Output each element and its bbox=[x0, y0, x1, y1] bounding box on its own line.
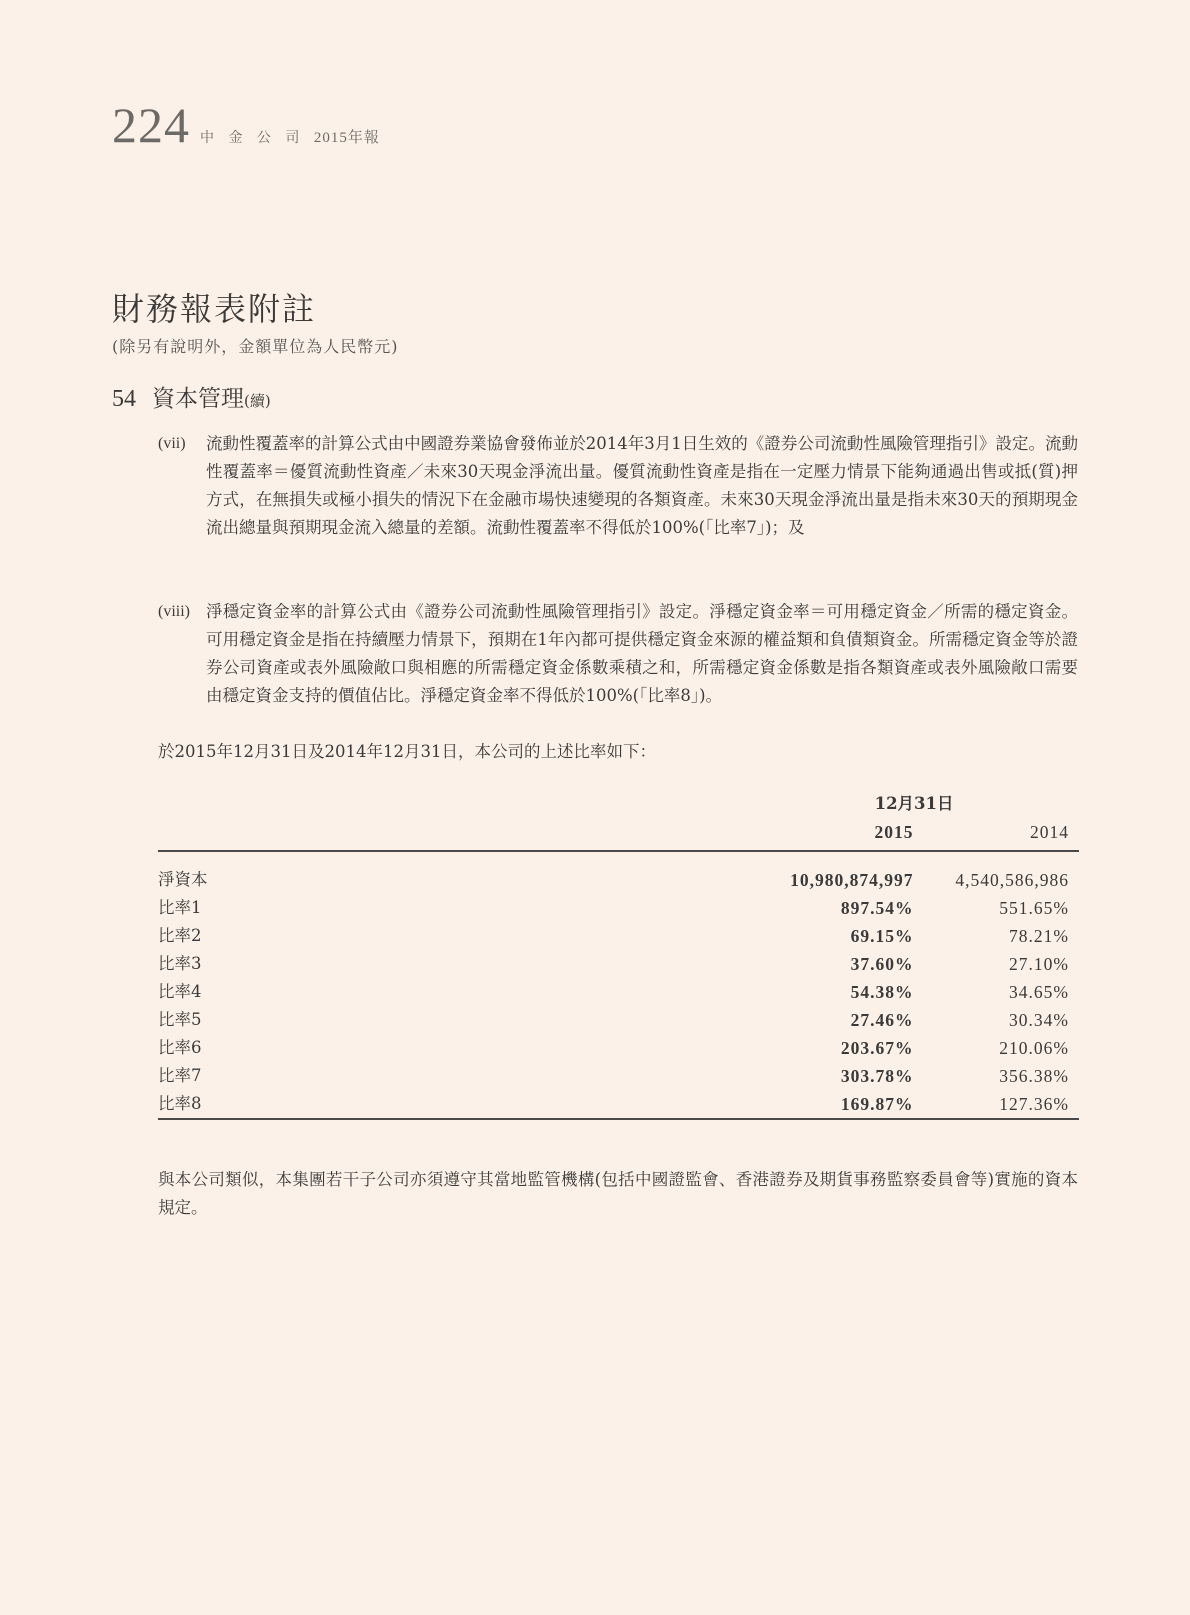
value-2014: 210.06% bbox=[999, 1038, 1069, 1058]
row-label: 比率6 bbox=[158, 1038, 202, 1057]
page-header bbox=[112, 96, 380, 154]
value-2014: 27.10% bbox=[1009, 954, 1069, 974]
note-marker: (vii) bbox=[158, 435, 186, 452]
table-row bbox=[158, 1062, 1079, 1090]
table-row bbox=[158, 950, 1079, 978]
date-header: 12月31日 bbox=[874, 794, 954, 813]
table-row bbox=[158, 894, 1079, 922]
value-2014: 356.38% bbox=[999, 1066, 1069, 1086]
note-vii bbox=[158, 430, 1078, 542]
row-label: 比率1 bbox=[158, 898, 202, 917]
report-name: 2015年報 bbox=[313, 130, 380, 146]
note-text: 淨穩定資金率的計算公式由《證券公司流動性風險管理指引》設定。淨穩定資金率＝可用穩定資金／所需的穩定資金。可用穩定資金是指在持續壓力情景下，預期在1年內都可提供穩定資金來源的權益類和負債類資金。所需穩定資金等於證券公司資產或表外風險敞口與相應的所需穩定資金係數乘積之和，所需穩定資金係數是指各類資產或表外風險敞口需要由穩定資金支持的價值佔比。淨穩定資金率不得低於100%(「比率8」)。 bbox=[206, 602, 1078, 705]
note-text: 流動性覆蓋率的計算公式由中國證券業協會發佈並於2014年3月1日生效的《證券公司流動性風險管理指引》設定。流動性覆蓋率＝優質流動性資產／未來30天現金淨流出量。優質流動性資產是指在一定壓力情景下能夠通過出售或抵(質)押方式，在無損失或極小損失的情況下在金融市場快速變現的各類資產。未來30天現金淨流出量是指未來30天的預期現金流出總量與預期現金流入總量的差額。流動性覆蓋率不得低於100%(「比率7」)；及 bbox=[206, 434, 1078, 537]
value-2014: 78.21% bbox=[1009, 926, 1069, 946]
row-label: 比率8 bbox=[158, 1090, 749, 1119]
table-row bbox=[158, 1006, 1079, 1034]
table-row bbox=[158, 1090, 1079, 1119]
row-label: 比率4 bbox=[158, 982, 202, 1001]
page-subtitle: (除另有說明外，金額單位為人民幣元) bbox=[112, 337, 399, 356]
row-label: 比率7 bbox=[158, 1066, 202, 1085]
section-number: 54 bbox=[112, 386, 136, 412]
note-marker: (viii) bbox=[158, 603, 190, 620]
publication-title bbox=[200, 126, 380, 147]
row-label: 比率2 bbox=[158, 926, 202, 945]
page-title: 財務報表附註 bbox=[112, 290, 317, 328]
table-row bbox=[158, 1034, 1079, 1062]
table-row bbox=[158, 866, 1079, 894]
table-row bbox=[158, 978, 1079, 1006]
table-year-row bbox=[158, 818, 1079, 851]
table-header-row bbox=[158, 790, 1079, 818]
value-2015: 54.38% bbox=[850, 982, 914, 1002]
year-2014-header: 2014 bbox=[922, 818, 1080, 851]
company-name: 中 金 公 司 bbox=[200, 130, 305, 146]
value-2015: 37.60% bbox=[850, 954, 914, 974]
section-continued: (續) bbox=[244, 392, 271, 410]
closing-paragraph: 與本公司類似，本集團若干子公司亦須遵守其當地監管機構(包括中國證監會、香港證券及期貨事務監察委員會等)實施的資本規定。 bbox=[158, 1170, 1078, 1217]
value-2015: 10,980,874,997 bbox=[790, 870, 914, 890]
row-label: 比率3 bbox=[158, 954, 202, 973]
row-label: 淨資本 bbox=[158, 870, 208, 889]
value-2015: 897.54% bbox=[840, 898, 914, 918]
section-title: 資本管理 bbox=[152, 386, 244, 412]
value-2015: 69.15% bbox=[850, 926, 914, 946]
table-row bbox=[158, 922, 1079, 950]
row-label: 比率5 bbox=[158, 1010, 202, 1029]
page-number: 224 bbox=[112, 97, 190, 153]
table-intro: 於2015年12月31日及2014年12月31日，本公司的上述比率如下： bbox=[158, 742, 656, 761]
value-2014: 34.65% bbox=[1009, 982, 1069, 1002]
value-2015: 27.46% bbox=[850, 1010, 914, 1030]
note-viii bbox=[158, 598, 1078, 710]
section-heading bbox=[112, 380, 271, 413]
value-2014: 127.36% bbox=[922, 1090, 1080, 1119]
value-2015: 169.87% bbox=[749, 1090, 921, 1119]
value-2014: 30.34% bbox=[1009, 1010, 1069, 1030]
value-2015: 203.67% bbox=[840, 1038, 914, 1058]
value-2014: 551.65% bbox=[999, 898, 1069, 918]
ratios-table bbox=[158, 790, 1079, 1120]
value-2015: 303.78% bbox=[840, 1066, 914, 1086]
value-2014: 4,540,586,986 bbox=[955, 870, 1069, 890]
year-2015-header: 2015 bbox=[749, 818, 921, 851]
